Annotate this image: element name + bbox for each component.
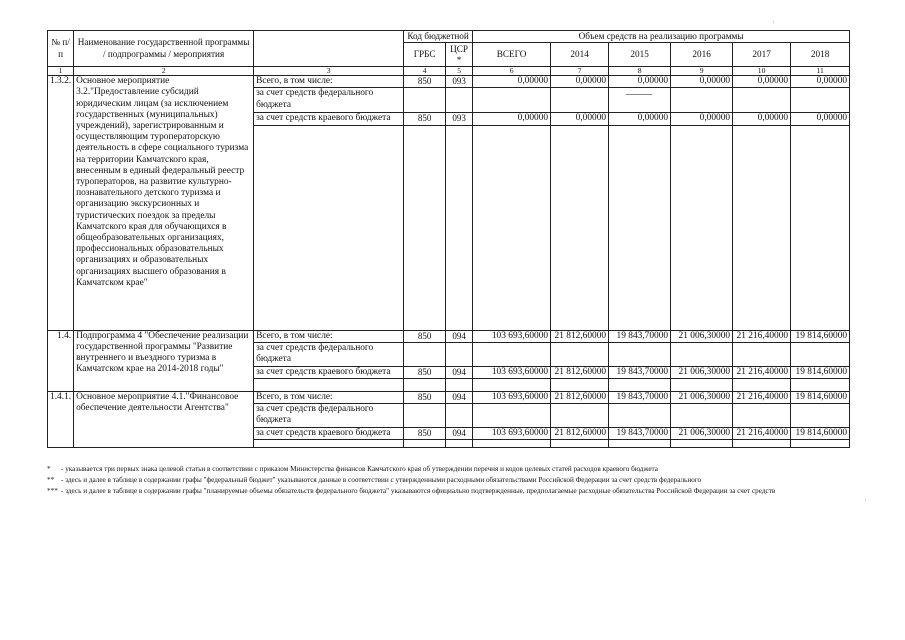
column-number: 5 [446, 67, 473, 76]
total-value: 0,00000 [473, 76, 551, 88]
column-number: 3 [254, 67, 404, 76]
scan-artifact: · [864, 496, 867, 505]
header-year-2016: 2016 [671, 43, 733, 67]
footnote [47, 465, 658, 474]
value-2018 [791, 404, 850, 428]
grbs-code: 850 [404, 76, 446, 88]
program-name: Основное мероприятие 4.1."Финансовое обеспечение деятельности Агентства" [74, 392, 254, 448]
column-number: 9 [671, 67, 733, 76]
value-2016 [671, 88, 733, 113]
column-number: 10 [733, 67, 791, 76]
grbs-code: 850 [404, 392, 446, 404]
column-number: 4 [404, 67, 446, 76]
row-number: 1.4.1. [48, 392, 74, 448]
value-2018: 0,00000 [791, 76, 850, 88]
value-2017: 21 216,40000 [733, 330, 791, 342]
footnote-mark: *** [47, 487, 58, 495]
funding-source: за счет средств федерального бюджета [254, 88, 404, 113]
program-name: Подпрограмма 4 "Обеспечение реализации государственной программы "Развитие внутреннего и въездного туризма в Камчатском крае на 2014-2018 годы" [74, 330, 254, 391]
value-2015 [609, 404, 671, 428]
value-2014: 21 812,60000 [551, 330, 609, 342]
footnote-text: - указывается три первых знака целевой статьи в соответствии с приказом Министерства финансов Камчатского края об утверждении перечня и кодов целевых статей расходов краевого бюджета [61, 465, 658, 473]
grbs-code [404, 342, 446, 366]
value-2016 [671, 404, 733, 428]
column-number: 6 [473, 67, 551, 76]
value-2016: 21 006,30000 [671, 330, 733, 342]
value-2014 [551, 342, 609, 366]
scan-artifact [626, 94, 652, 95]
value-2015: 19 843,70000 [609, 392, 671, 404]
value-2018 [791, 88, 850, 113]
column-number: 11 [791, 67, 850, 76]
value-2017: 0,00000 [733, 76, 791, 88]
column-number-row [48, 67, 850, 76]
funding-source: за счет средств федерального бюджета [254, 342, 404, 366]
value-2014 [551, 88, 609, 113]
column-number: 2 [74, 67, 254, 76]
value-2016: 0,00000 [671, 113, 733, 125]
budget-table [47, 30, 850, 448]
csr-code: 094 [446, 428, 473, 440]
value-2017 [733, 342, 791, 366]
header-volume: Объем средств на реализацию программы [473, 31, 850, 43]
value-2015: 19 843,70000 [609, 366, 671, 378]
value-2017: 0,00000 [733, 113, 791, 125]
value-2015 [609, 88, 671, 113]
header-year-2018: 2018 [791, 43, 850, 67]
value-2018: 0,00000 [791, 113, 850, 125]
value-2018 [791, 342, 850, 366]
funding-source: за счет средств краевого бюджета [254, 428, 404, 440]
column-number: 8 [609, 67, 671, 76]
grbs-code: 850 [404, 366, 446, 378]
total-value: 103 693,60000 [473, 366, 551, 378]
funding-source: за счет средств краевого бюджета [254, 113, 404, 125]
value-2017 [733, 404, 791, 428]
total-value: 103 693,60000 [473, 392, 551, 404]
header-name: Наименование государственной программы / подпрограммы / мероприятия [74, 31, 254, 67]
total-value [473, 88, 551, 113]
total-value [473, 342, 551, 366]
footnote [47, 476, 701, 485]
grbs-code: 850 [404, 330, 446, 342]
funding-source: за счет средств федерального бюджета [254, 404, 404, 428]
total-value [473, 404, 551, 428]
table-row [48, 392, 850, 404]
funding-source: Всего, в том числе: [254, 392, 404, 404]
funding-source: за счет средств краевого бюджета [254, 366, 404, 378]
header-grbs: ГРБС [404, 43, 446, 67]
value-2014 [551, 404, 609, 428]
footnote-mark: * [47, 465, 51, 473]
value-2015 [609, 342, 671, 366]
value-2018: 19 814,60000 [791, 366, 850, 378]
row-number: 1.4. [48, 330, 74, 391]
value-2015: 19 843,70000 [609, 428, 671, 440]
value-2018: 19 814,60000 [791, 330, 850, 342]
csr-code: 093 [446, 76, 473, 88]
csr-code: 094 [446, 366, 473, 378]
value-2016 [671, 342, 733, 366]
column-number: 7 [551, 67, 609, 76]
value-2017: 21 216,40000 [733, 366, 791, 378]
header-year-2014: 2014 [551, 43, 609, 67]
header-num: № п/п [48, 31, 74, 67]
csr-code: 094 [446, 392, 473, 404]
grbs-code [404, 404, 446, 428]
value-2018: 19 814,60000 [791, 392, 850, 404]
grbs-code: 850 [404, 428, 446, 440]
footnote-mark: ** [47, 476, 55, 484]
program-name: Основное мероприятие 3.2."Предоставление субсидий юридическим лицам (за исключением государственных (муниципальных) учреждений), зарегистрированным и осуществляющим туроператорскую деятельность в сфере социального туризма на территории Камчатского края, внесенным в единый федеральный реестр туроператоров, на развитие культурно-познавательного детского туризма и организацию экскурсионных и туристических поездок за пределы Камчатского края для обучающихся в общеобразовательных организациях, профессиональных образовательных организациях и образовательных организациях высшего образования в Камчатском крае" [74, 76, 254, 330]
value-2014: 21 812,60000 [551, 366, 609, 378]
funding-source: Всего, в том числе: [254, 330, 404, 342]
header-csr: ЦСР * [446, 43, 473, 67]
scan-artifact: · [772, 18, 775, 27]
value-2014: 0,00000 [551, 76, 609, 88]
value-2015: 0,00000 [609, 76, 671, 88]
header-year-2015: 2015 [609, 43, 671, 67]
footnote-text: - здесь и далее в таблице в содержании графы "планируемые объемы обязательств федерального бюджета" указываются официально подтвержденные, предполагаемые расходные обязательства Российской Федерации за счет средств [61, 487, 776, 495]
csr-code: 094 [446, 330, 473, 342]
csr-code [446, 404, 473, 428]
value-2016: 21 006,30000 [671, 366, 733, 378]
table-row [48, 76, 850, 88]
column-number: 1 [48, 67, 74, 76]
value-2014: 21 812,60000 [551, 392, 609, 404]
footnote-text: - здесь и далее в таблице в содержании графы "федеральный бюджет" указываются данные в соответствии с утвержденными расходными обязательствами Российской Федерации за счет средств федерального [61, 476, 702, 484]
total-value: 103 693,60000 [473, 428, 551, 440]
total-value: 103 693,60000 [473, 330, 551, 342]
grbs-code [404, 88, 446, 113]
value-2014: 0,00000 [551, 113, 609, 125]
footnote [47, 487, 775, 496]
table-header [48, 31, 850, 76]
value-2015: 0,00000 [609, 113, 671, 125]
value-2017 [733, 88, 791, 113]
value-2018: 19 814,60000 [791, 428, 850, 440]
value-2016: 0,00000 [671, 76, 733, 88]
total-value: 0,00000 [473, 113, 551, 125]
value-2015: 19 843,70000 [609, 330, 671, 342]
table-row [48, 330, 850, 342]
value-2016: 21 006,30000 [671, 428, 733, 440]
value-2017: 21 216,40000 [733, 428, 791, 440]
value-2016: 21 006,30000 [671, 392, 733, 404]
csr-code [446, 342, 473, 366]
row-number: 1.3.2. [48, 76, 74, 330]
funding-source: Всего, в том числе: [254, 76, 404, 88]
header-year-2017: 2017 [733, 43, 791, 67]
csr-code: 093 [446, 113, 473, 125]
header-total: ВСЕГО [473, 43, 551, 67]
header-source [254, 31, 404, 67]
value-2014: 21 812,60000 [551, 428, 609, 440]
header-budget-code: Код бюджетной [404, 31, 473, 43]
value-2017: 21 216,40000 [733, 392, 791, 404]
grbs-code: 850 [404, 113, 446, 125]
csr-code [446, 88, 473, 113]
